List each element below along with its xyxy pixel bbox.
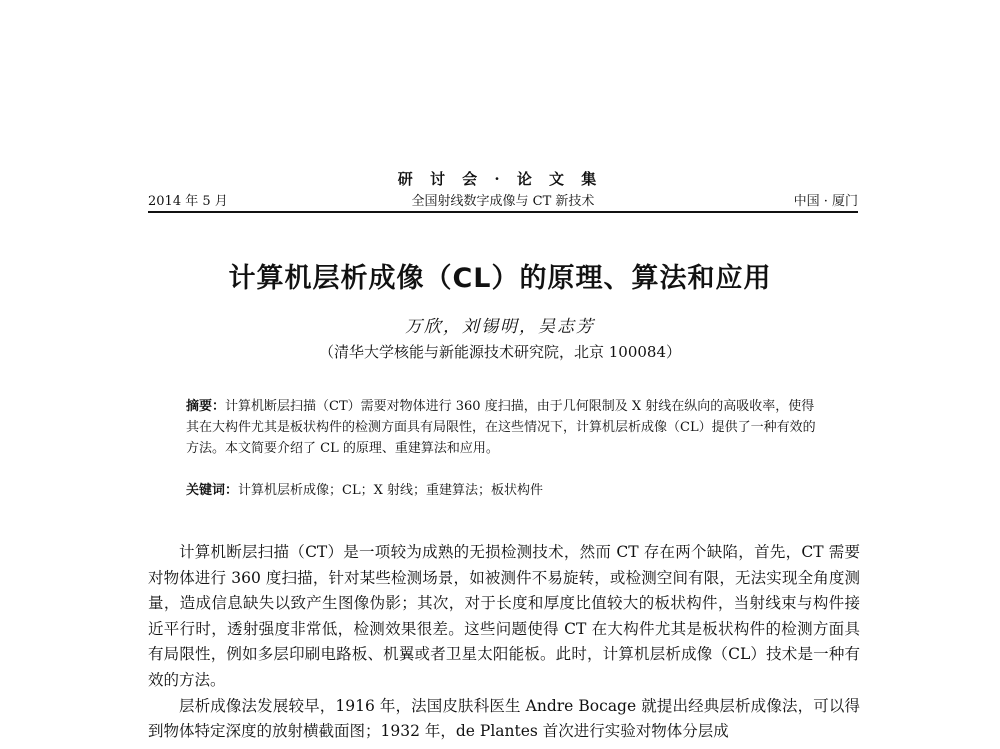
paper-authors: 万欣，刘锡明，吴志芳 (405, 317, 595, 337)
body-paragraph-1: 计算机断层扫描（CT）是一项较为成熟的无损检测技术，然而 CT 存在两个缺陷，首先，CT 需要对物体进行 360 度扫描，针对某些检测场景，如被测件不易旋转，或检测空间有限，无法实现全角度测量，造成信息缺失以致产生图像伪影；其次，对于长度和厚度比值较大的板状构件，当射线束与构件接近平行时，透射强度非常低，检测效果很差。这些问题使得 CT 在大构件尤其是板状构件的检测方面具有局限性，例如多层印刷电路板、机翼或者卫星太阳能板。此时，计算机层析成像（CL）技术是一种有效的方法。 (148, 543, 860, 689)
header-date: 2014 年 5 月 (148, 194, 228, 209)
paper-title: 计算机层析成像（CL）的原理、算法和应用 (228, 263, 772, 294)
keywords-label: 关键词： (186, 483, 239, 498)
abstract (186, 396, 826, 459)
header-divider (148, 211, 858, 213)
abstract-text: 计算机断层扫描（CT）需要对物体进行 360 度扫描，由于几何限制及 X 射线在纵向的高吸收率，使得其在大构件尤其是板状构件的检测方面具有局限性，在这些情况下，计算机层析成像（CL）提供了一种有效的方法。本文简要介绍了 CL 的原理、重建算法和应用。 (186, 399, 816, 456)
proceedings-series: 研 讨 会 · 论 文 集 (397, 170, 603, 188)
header-conference: 全国射线数字成像与 CT 新技术 (411, 194, 595, 209)
keywords (186, 480, 826, 501)
abstract-label: 摘要： (186, 399, 226, 414)
body-text (148, 540, 860, 745)
keywords-text: 计算机层析成像；CL；X 射线；重建算法；板状构件 (238, 483, 543, 498)
header-location: 中国 · 厦门 (793, 194, 858, 209)
running-header (148, 190, 858, 210)
body-paragraph-2: 层析成像法发展较早，1916 年，法国皮肤科医生 Andre Bocage 就提出经典层析成像法，可以得到物体特定深度的放射横截面图；1932 年，de Plantes 首次进行实验对物体分层成 (148, 696, 860, 741)
paper-affiliation: （清华大学核能与新能源技术研究院，北京 100084） (318, 343, 682, 361)
